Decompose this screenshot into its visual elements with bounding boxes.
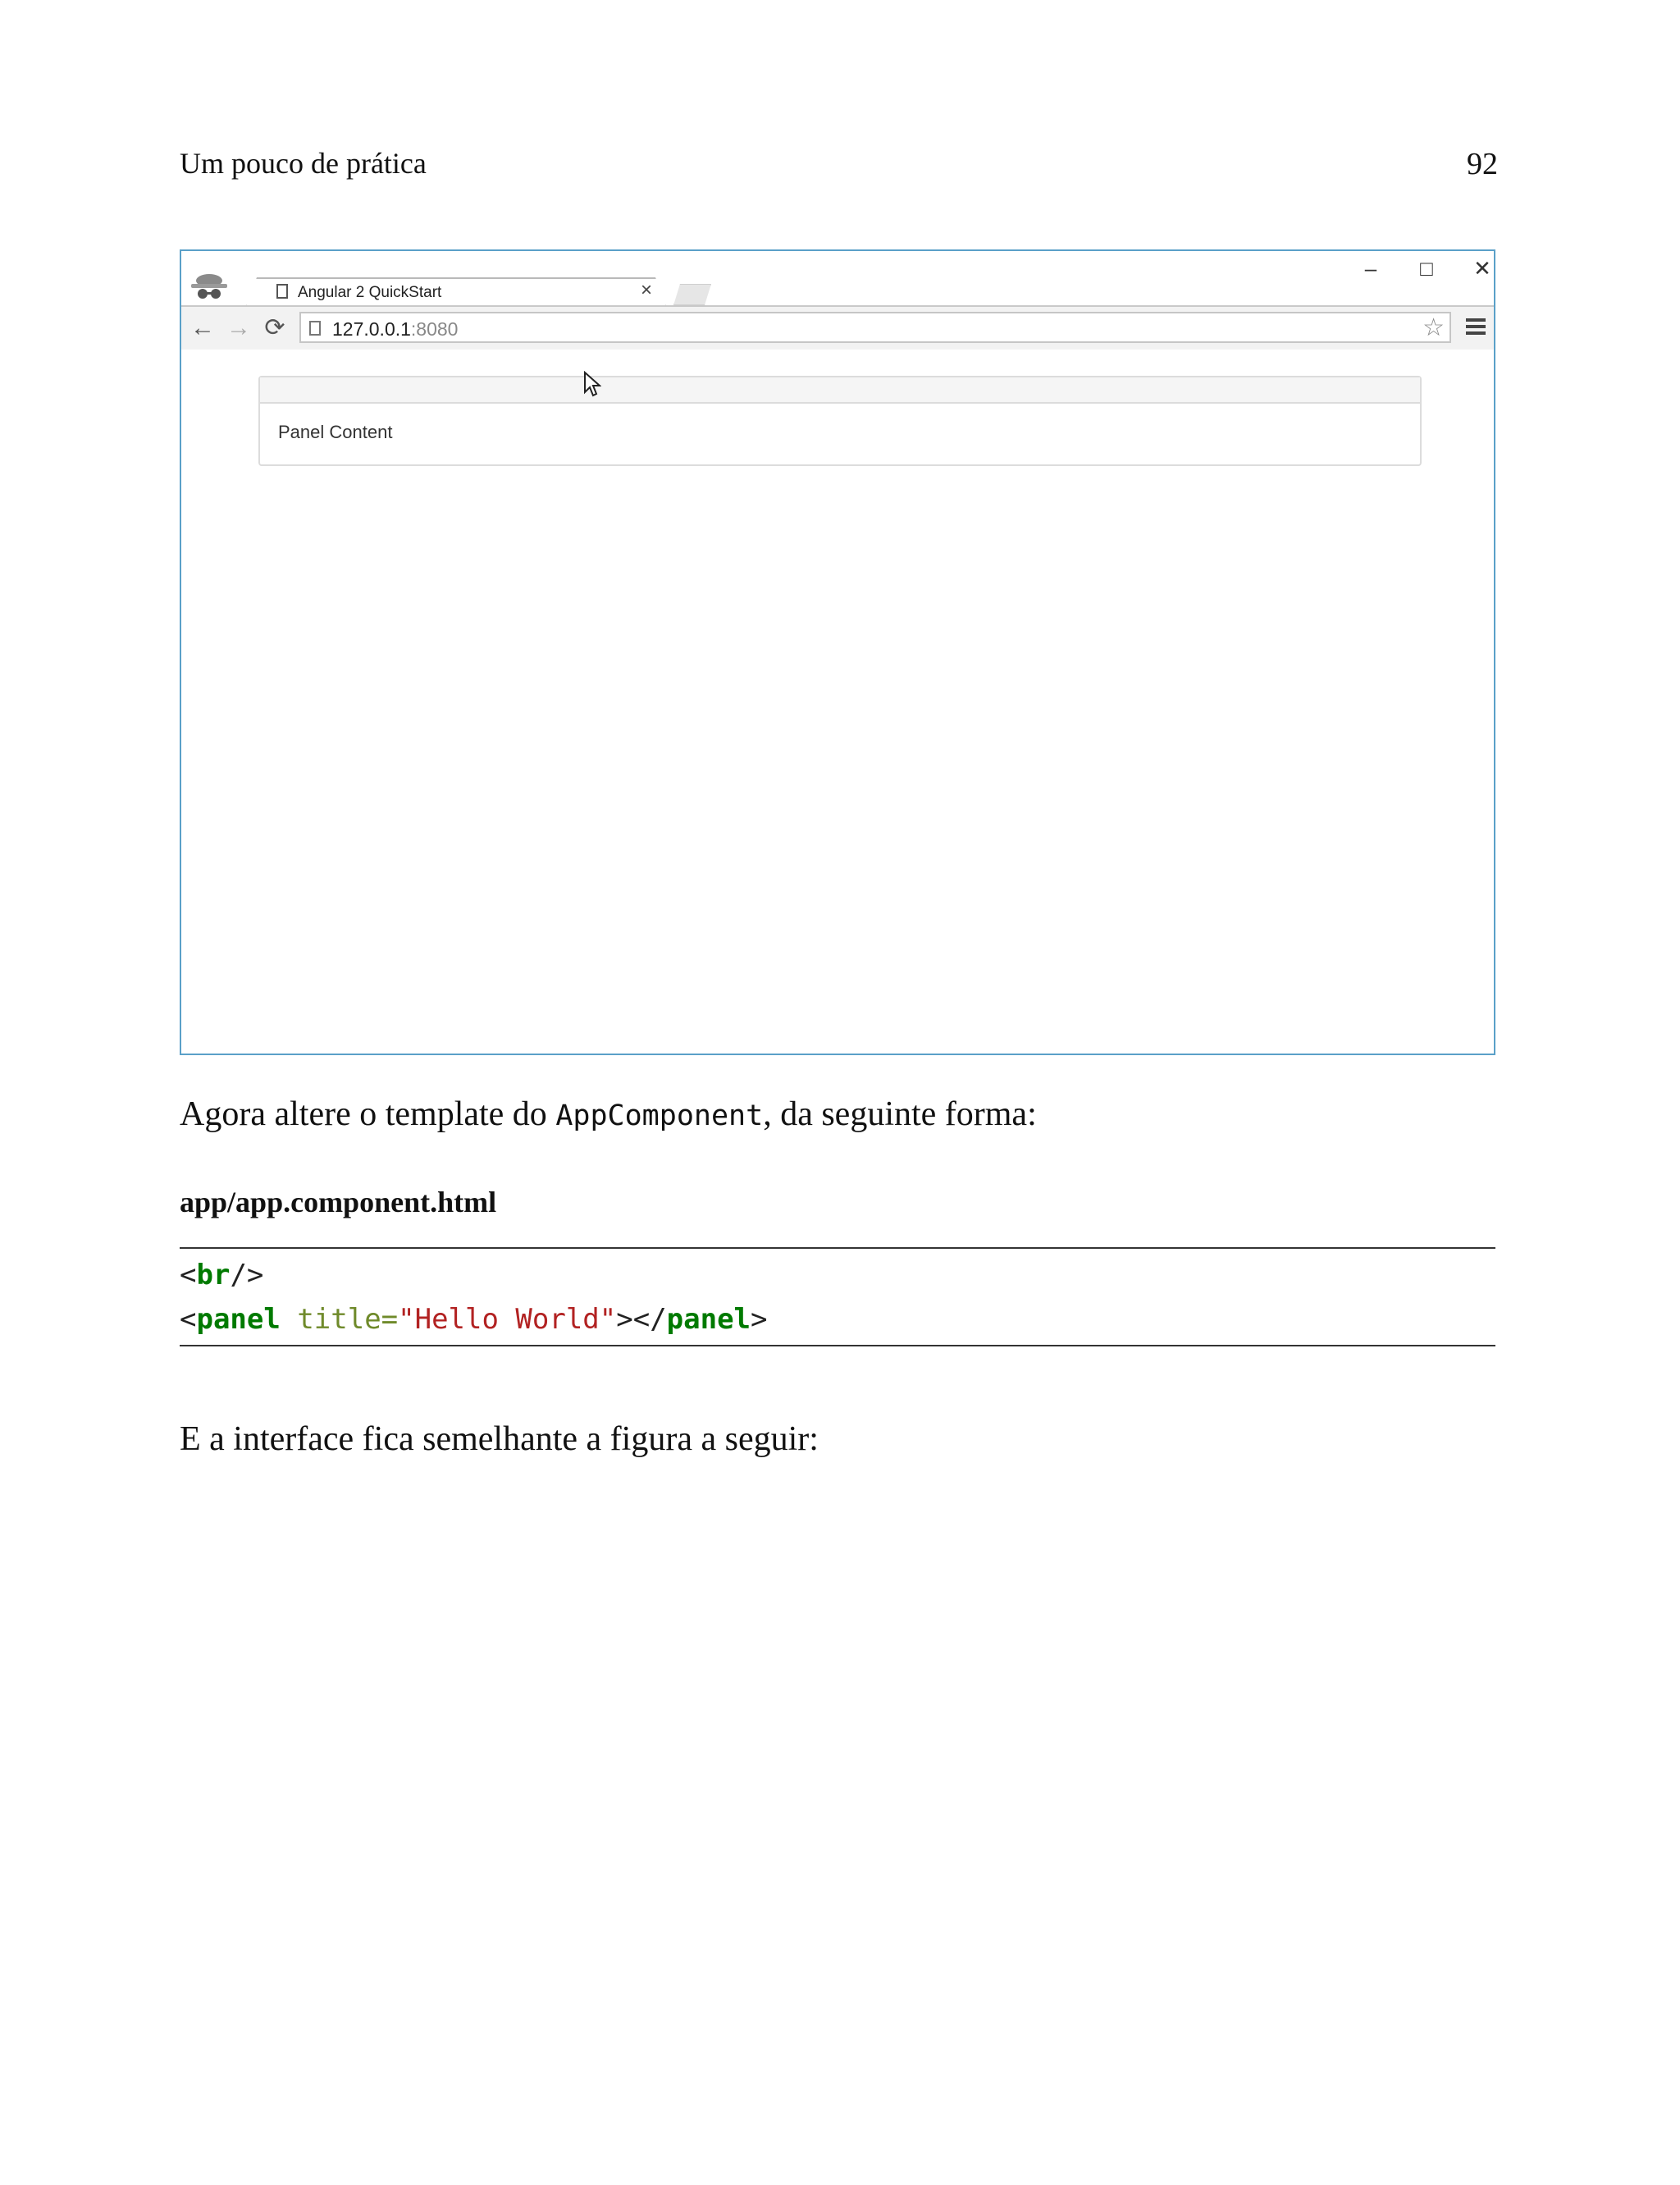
address-url[interactable] — [332, 318, 458, 341]
page-icon — [276, 284, 288, 299]
panel — [258, 376, 1422, 466]
code-line — [180, 1259, 263, 1291]
address-bar[interactable] — [299, 312, 1451, 343]
url-host: 127.0.0.1 — [332, 318, 411, 340]
code-token: < — [180, 1259, 197, 1291]
code-token: > — [751, 1303, 768, 1336]
page-header — [180, 146, 1498, 187]
paragraph-text: Agora altere o template do — [180, 1095, 556, 1133]
back-arrow-icon[interactable]: ← — [190, 314, 215, 341]
code-attribute: title= — [280, 1303, 399, 1336]
paragraph-text: , da seguinte forma: — [763, 1095, 1037, 1133]
inline-code: AppComponent — [555, 1099, 764, 1132]
page-viewport — [181, 350, 1494, 1054]
browser-toolbar — [181, 305, 1494, 353]
page-number: 92 — [1467, 147, 1498, 181]
code-tag: panel — [196, 1303, 281, 1336]
panel-content: Panel Content — [278, 422, 393, 442]
mouse-cursor-icon — [583, 371, 601, 397]
code-block — [180, 1247, 1495, 1346]
maximize-icon[interactable]: □ — [1420, 256, 1433, 281]
code-caption: app/app.component.html — [180, 1186, 497, 1218]
minimize-icon[interactable]: – — [1364, 256, 1377, 281]
incognito-icon — [188, 269, 231, 302]
close-window-icon[interactable]: ✕ — [1473, 256, 1491, 281]
body-paragraph: E a interface fica semelhante a figura a seguir: — [180, 1420, 819, 1458]
url-port: :8080 — [410, 318, 459, 340]
code-token: /> — [230, 1259, 264, 1291]
bookmark-star-icon[interactable]: ☆ — [1422, 314, 1445, 341]
code-token: < — [180, 1303, 197, 1336]
running-title: Um pouco de prática — [180, 147, 427, 180]
tab-close-icon[interactable]: × — [641, 279, 653, 301]
forward-arrow-icon[interactable]: → — [226, 314, 251, 341]
code-string: "Hello World" — [398, 1303, 617, 1336]
body-paragraph — [180, 1095, 1037, 1134]
new-tab-button[interactable] — [673, 284, 711, 305]
tab-title: Angular 2 QuickStart — [298, 284, 442, 301]
tab-strip — [181, 251, 1494, 305]
reload-icon[interactable]: ⟳ — [264, 314, 285, 341]
code-tag: br — [196, 1259, 231, 1291]
code-tag: panel — [666, 1303, 751, 1336]
browser-tab-content — [245, 277, 664, 307]
page-icon — [309, 321, 321, 336]
code-line — [180, 1303, 768, 1336]
browser-screenshot-figure — [180, 249, 1495, 1055]
panel-heading — [260, 377, 1420, 404]
browser-menu-icon[interactable] — [1466, 315, 1486, 340]
code-token: ></ — [616, 1303, 667, 1336]
